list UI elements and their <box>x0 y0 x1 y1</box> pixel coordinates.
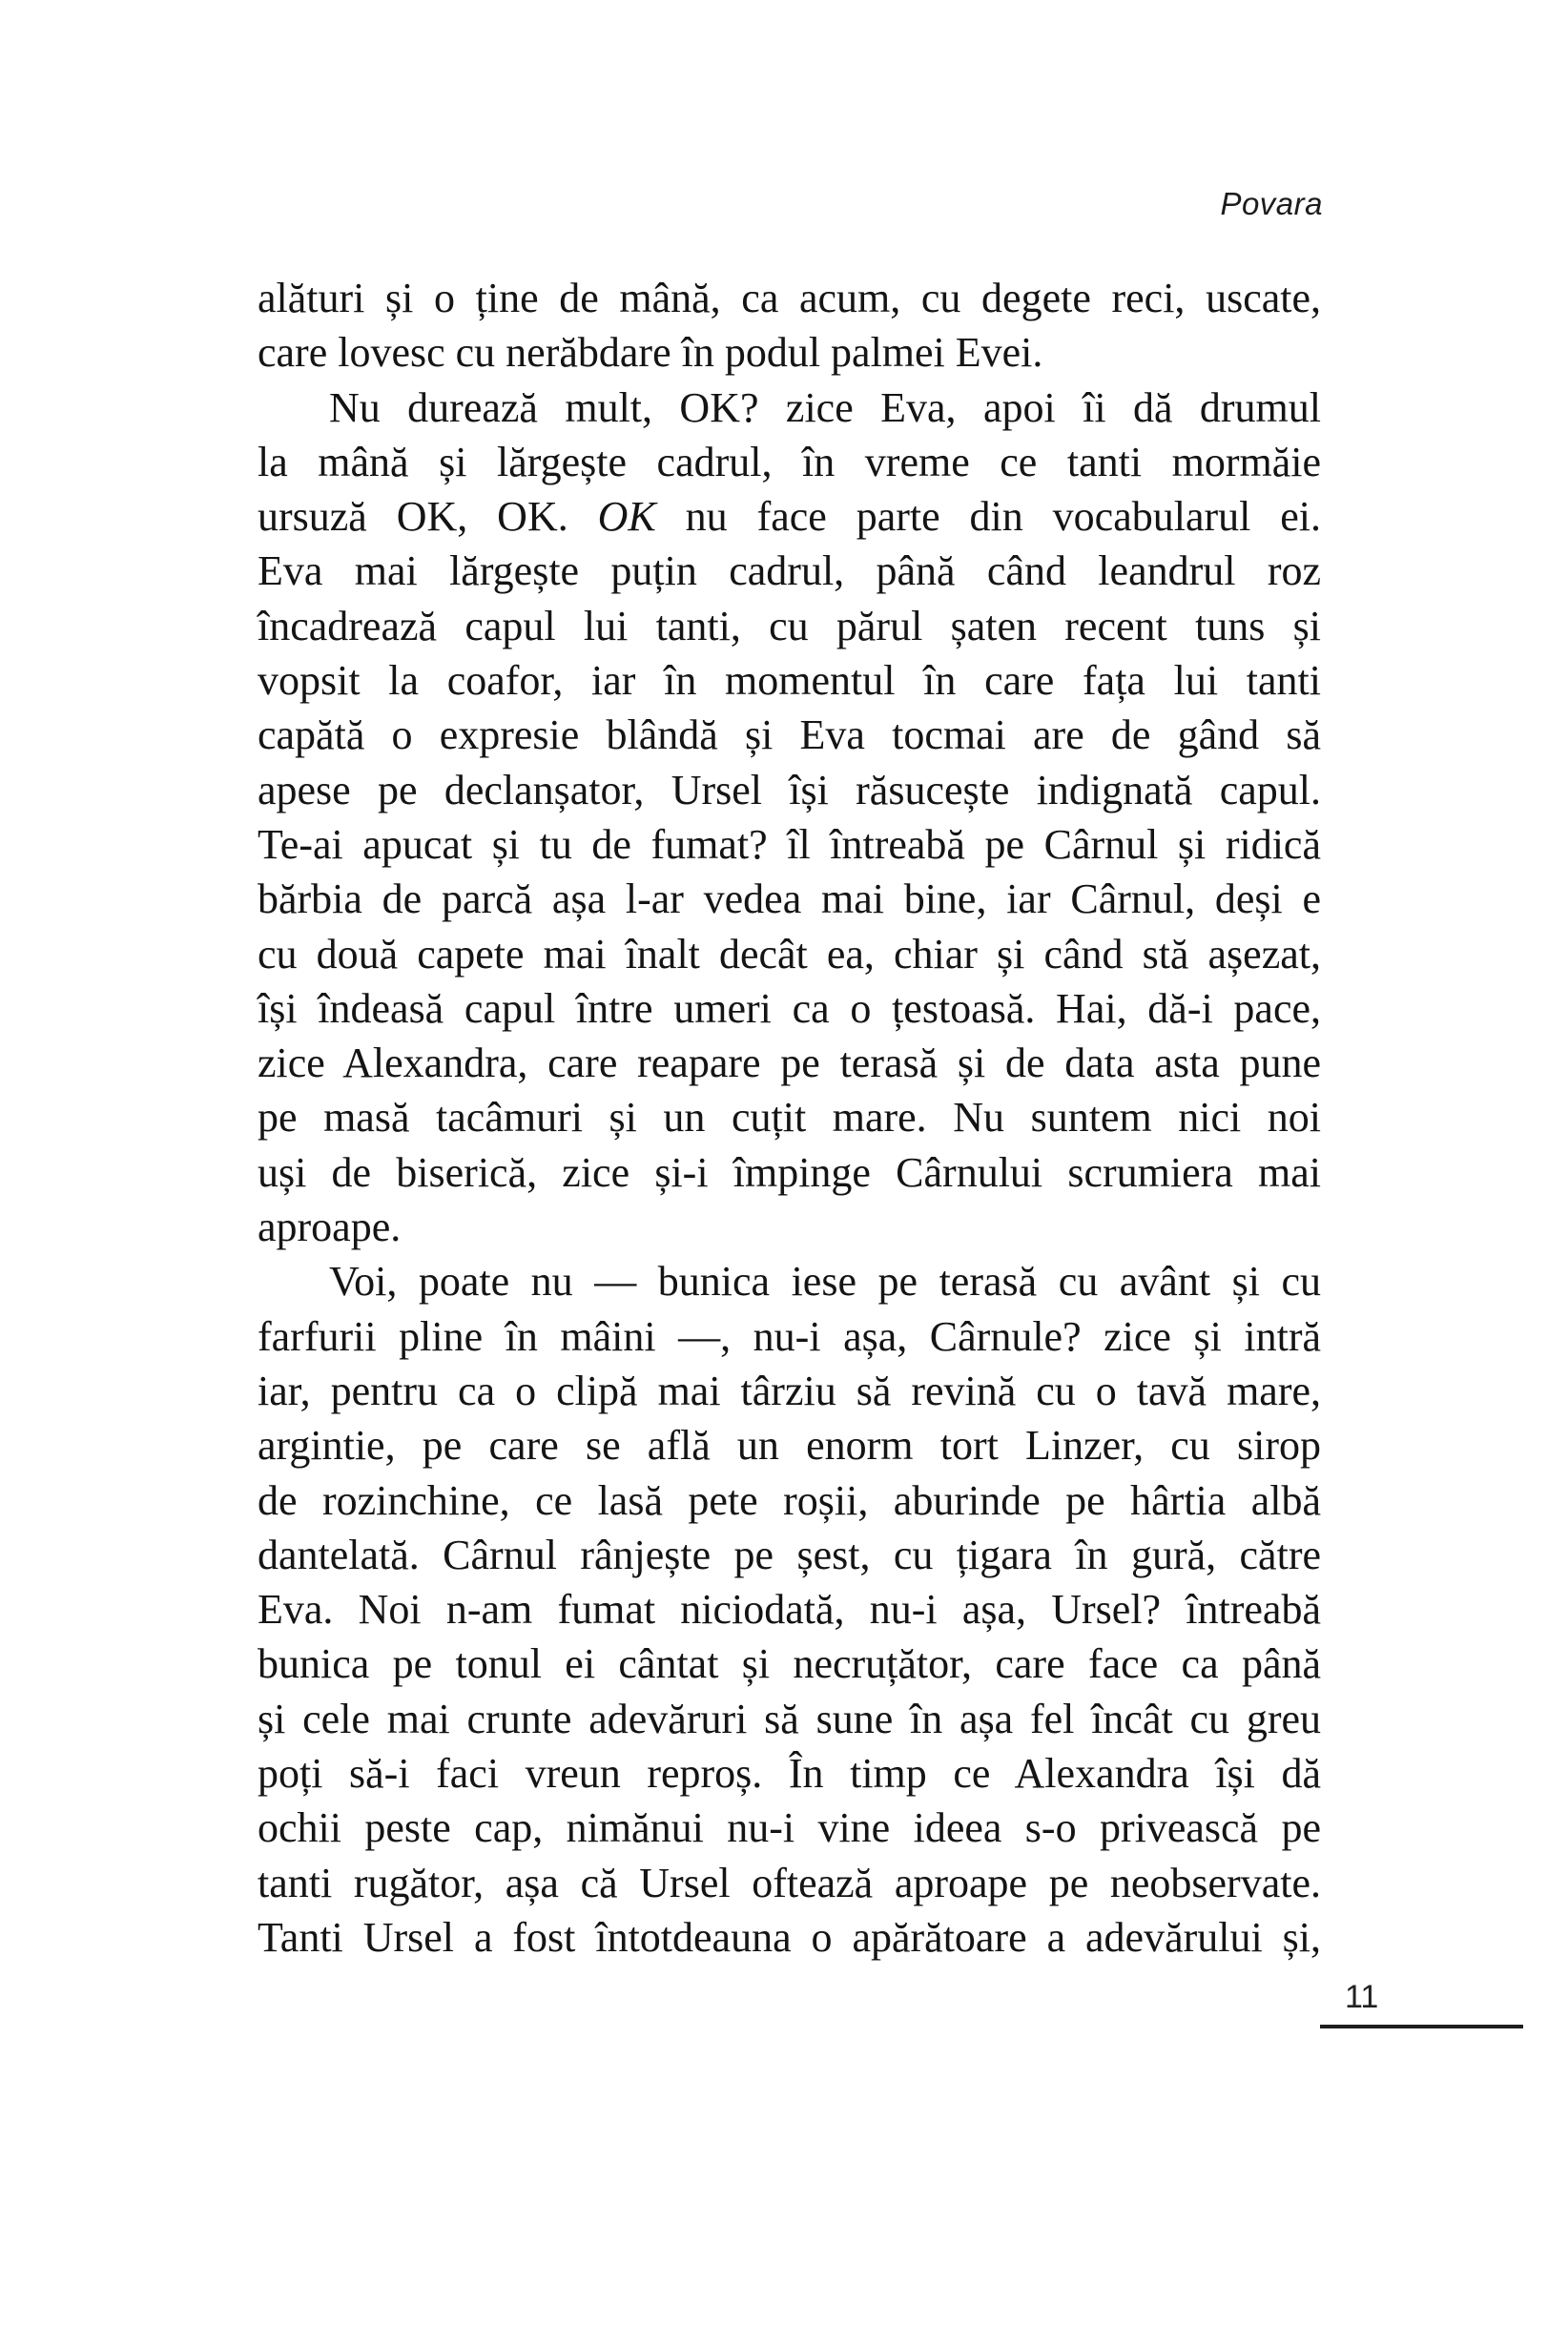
text-line: încadrează capul lui tanti, cu părul șaten recent tuns și <box>258 602 1321 649</box>
text-line: uși de biserică, zice și-i împinge Cârnului scrumiera mai <box>258 1148 1321 1196</box>
text-line: alături și o ține de mână, ca acum, cu degete reci, uscate, <box>258 275 1321 321</box>
text-line: apese pe declanșator, Ursel își răsucește indignată capul. <box>258 766 1321 813</box>
text-line: farfurii pline în mâini —, nu-i așa, Cârnule? zice și intră <box>258 1312 1321 1360</box>
text-line: capătă o expresie blândă și Eva tocmai are de gând să <box>258 711 1321 759</box>
text-line: iar, pentru ca o clipă mai târziu să revină cu o tavă mare, <box>258 1367 1321 1414</box>
page-number-rule <box>1320 2025 1523 2028</box>
text-line: argintie, pe care se află un enorm tort Linzer, cu sirop <box>258 1422 1321 1470</box>
text-line: bărbia de parcă așa l-ar vedea mai bine, iar Cârnul, deși e <box>258 875 1321 923</box>
running-header: Povara <box>1220 186 1323 221</box>
text-line: Voi, poate nu — bunica iese pe terasă cu avânt și cu <box>329 1258 1321 1306</box>
text-line: vopsit la coafor, iar în momentul în care fața lui tanti <box>258 657 1321 705</box>
text-line: Tanti Ursel a fost întotdeauna o apărătoare a adevărului și, <box>258 1913 1321 1961</box>
text-line: la mână și lărgește cadrul, în vreme ce tanti mormăie <box>258 438 1321 485</box>
text-line: care lovesc cu nerăbdare în podul palmei Evei. <box>258 329 1043 377</box>
text-line: Te-ai apucat și tu de fumat? îl întreabă pe Cârnul și ridică <box>258 820 1321 868</box>
page-number: 11 <box>1345 1979 1379 2015</box>
text-line: cu două capete mai înalt decât ea, chiar și când stă așezat, <box>258 930 1321 978</box>
text-line: ursuză OK, OK. OK nu face parte din vocabularul ei. <box>258 493 1322 541</box>
text-line: dantelată. Cârnul rânjește pe șest, cu țigara în gură, către <box>258 1531 1321 1578</box>
text-line: zice Alexandra, care reapare pe terasă și de data asta pune <box>258 1040 1321 1087</box>
text-line: și cele mai crunte adevăruri să sune în așa fel încât cu greu <box>258 1695 1321 1742</box>
text-line: aproape. <box>258 1204 402 1251</box>
text-line: Nu durează mult, OK? zice Eva, apoi îi dă drumul <box>329 383 1321 431</box>
text-line: Eva. Noi n-am fumat niciodată, nu-i așa, Ursel? întreabă <box>258 1586 1321 1634</box>
body-text <box>258 271 1321 1965</box>
text-line: poți să-i faci vreun reproș. În timp ce Alexandra își dă <box>258 1750 1321 1798</box>
text-line: bunica pe tonul ei cântat și necruțător, care face ca până <box>258 1640 1321 1688</box>
text-line: ochii peste cap, nimănui nu-i vine ideea s-o privească pe <box>258 1804 1321 1852</box>
text-line: tanti rugător, așa că Ursel oftează aproape pe neobservate. <box>258 1859 1321 1906</box>
text-line: pe masă tacâmuri și un cuțit mare. Nu suntem nici noi <box>258 1094 1321 1142</box>
text-line: Eva mai lărgește puțin cadrul, până când leandrul roz <box>258 547 1321 595</box>
text-line: de rozinchine, ce lasă pete roșii, aburinde pe hârtia albă <box>258 1476 1321 1524</box>
text-line: își îndeasă capul între umeri ca o țestoasă. Hai, dă-i pace, <box>258 984 1321 1032</box>
